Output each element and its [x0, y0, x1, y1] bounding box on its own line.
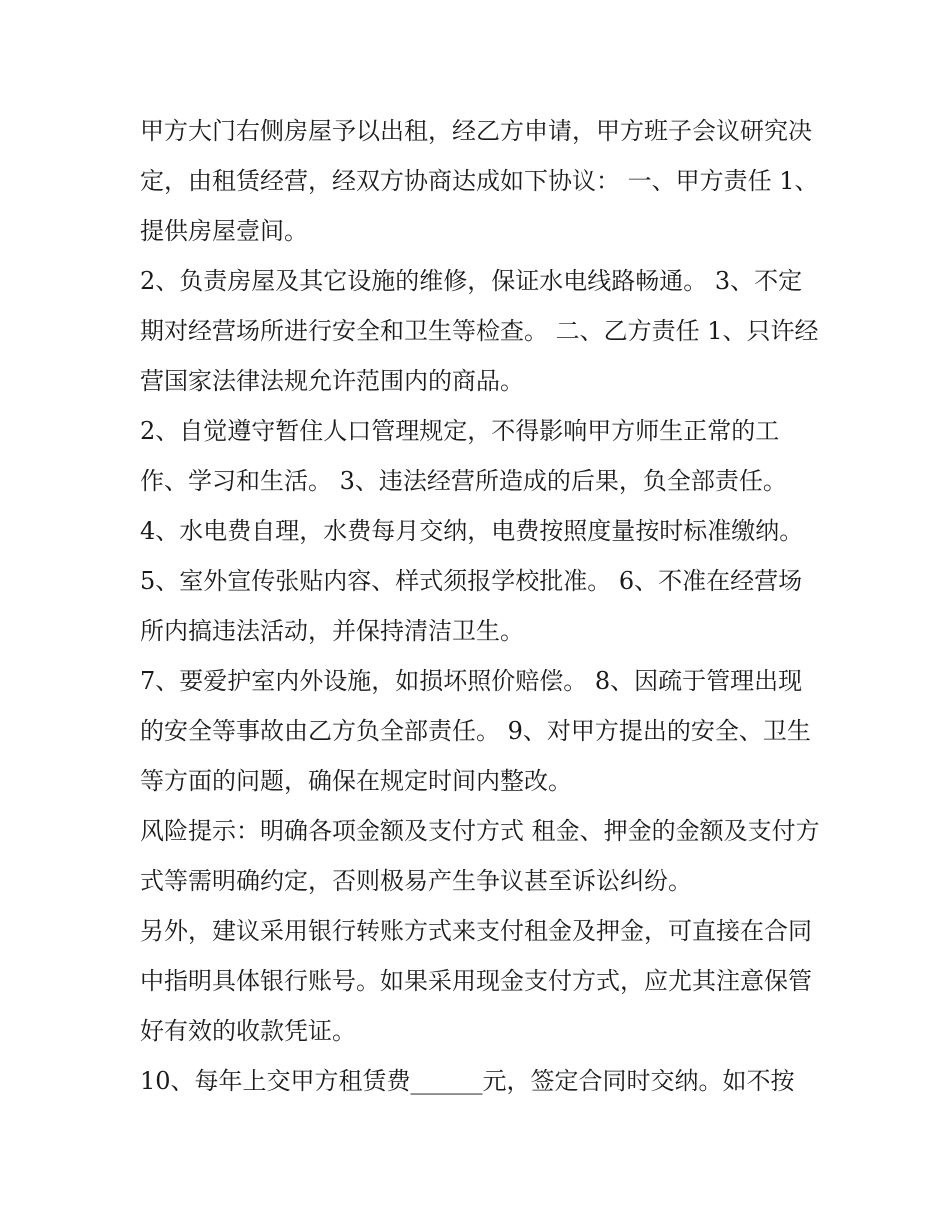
- paragraph-4: 4、水电费自理，水费每月交纳，电费按照度量按时标准缴纳。 5、室外宣传张贴内容、样式须报学校批准。 6、不准在经营场所内搞违法活动，并保持清洁卫生。: [140, 517, 804, 645]
- paragraph-1: 甲方大门右侧房屋予以出租，经乙方申请，甲方班子会议研究决定，由租赁经营，经双方协商达成如下协议： 一、甲方责任 1、提供房屋壹间。: [140, 117, 819, 245]
- paragraph-2: 2、负责房屋及其它设施的维修，保证水电线路畅通。 3、不定期对经营场所进行安全和卫生等检查。 二、乙方责任 1、只许经营国家法律法规允许范围内的商品。: [140, 267, 819, 395]
- paragraph-8: 10、每年上交甲方租赁费______元，签定合同时交纳。如不按: [140, 1067, 795, 1095]
- paragraph-7: 另外，建议采用银行转账方式来支付租金及押金，可直接在合同中指明具体银行账号。如果采用现金支付方式，应尤其注意保管好有效的收款凭证。: [140, 917, 812, 1045]
- paragraph-5: 7、要爱护室内外设施，如损坏照价赔偿。 8、因疏于管理出现的安全等事故由乙方负全部责任。 9、对甲方提出的安全、卫生等方面的问题，确保在规定时间内整改。: [140, 667, 811, 795]
- paragraph-3: 2、自觉遵守暂住人口管理规定，不得影响甲方师生正常的工作、学习和生活。 3、违法经营所造成的后果，负全部责任。: [140, 417, 787, 495]
- document-body: [140, 106, 820, 1106]
- paragraph-6: 风险提示：明确各项金额及支付方式 租金、押金的金额及支付方式等需明确约定，否则极易产生争议甚至诉讼纠纷。: [140, 817, 820, 895]
